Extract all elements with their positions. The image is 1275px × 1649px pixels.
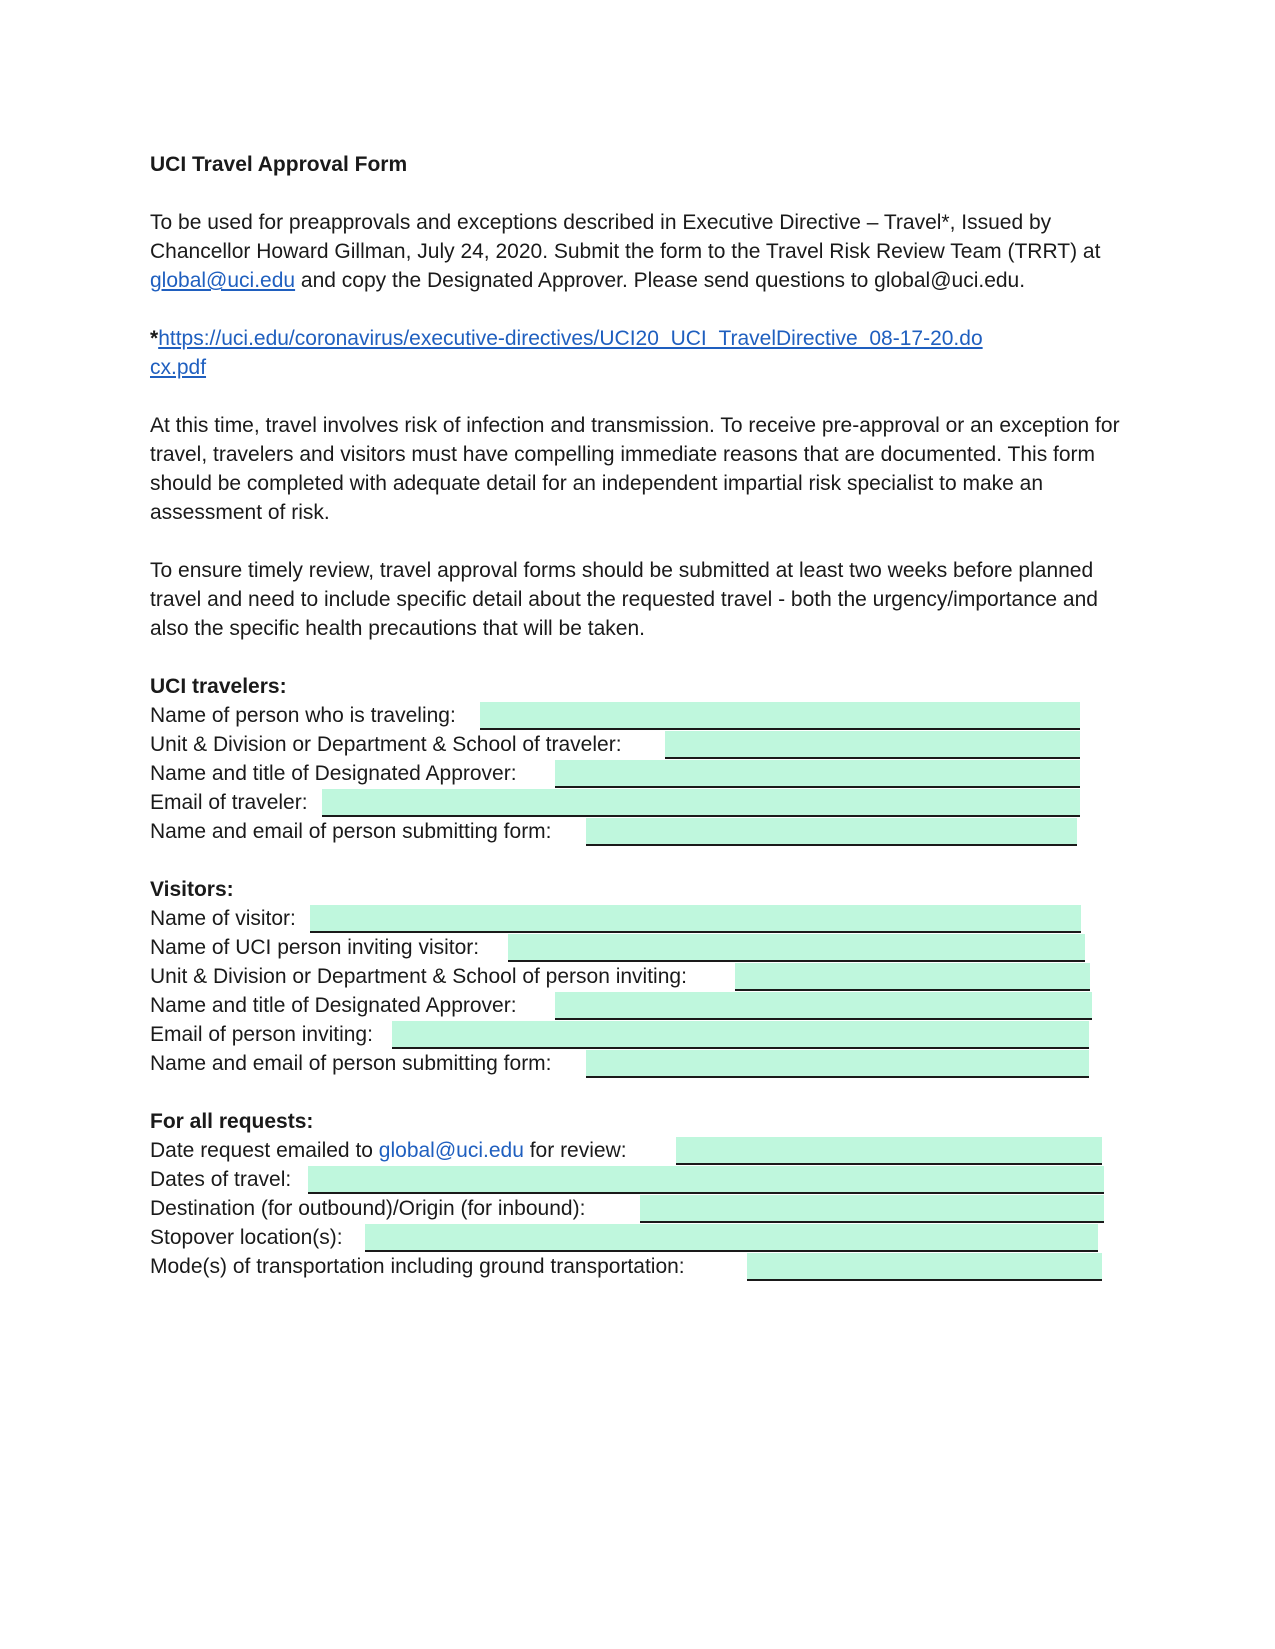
field-row-transport-mode [150,1252,1130,1281]
inviter-name-input[interactable] [508,936,1085,962]
visitor-approver-field[interactable] [555,992,1092,1020]
traveler-name-field[interactable] [480,702,1080,730]
inviter-unit-input[interactable] [735,965,1090,991]
field-label [150,1136,627,1165]
intro-paragraph [150,208,1130,295]
traveler-email-field[interactable] [322,789,1080,817]
transport-mode-input[interactable] [747,1255,1102,1281]
footnote-star: * [150,327,159,350]
field-row-visitor-name [150,904,1130,933]
field-label: Name of person who is traveling: [150,704,456,727]
field-row-inviter-email [150,1020,1130,1049]
submitter-field[interactable] [586,818,1077,846]
visitor-submitter-field[interactable] [586,1050,1089,1078]
field-row-submitter [150,817,1130,846]
date-emailed-field[interactable] [676,1137,1102,1165]
field-label: Name of UCI person inviting visitor: [150,936,480,959]
stopover-field[interactable] [365,1224,1098,1252]
field-label: Stopover location(s): [150,1226,343,1249]
traveler-name-input[interactable] [480,704,1080,730]
field-row-visitor-submitter [150,1049,1130,1078]
date-emailed-input[interactable] [676,1139,1102,1165]
field-label: Name of visitor: [150,907,296,930]
field-row-traveler-email [150,788,1130,817]
visitors-heading: Visitors: [150,878,234,901]
field-label: Name and email of person submitting form: [150,1052,552,1075]
stopover-input[interactable] [365,1226,1098,1252]
footnote-paragraph [150,324,985,382]
inviter-unit-field[interactable] [735,963,1090,991]
timing-paragraph: To ensure timely review, travel approval forms should be submitted at least two weeks before planned travel and need to include specific detail about the requested travel - both the urgency/importance and also the specific health precautions that will be taken. [150,559,1098,640]
traveler-unit-field[interactable] [665,731,1080,759]
field-row-inviter-unit [150,962,1130,991]
field-row-travel-dates [150,1165,1130,1194]
uci-travelers-section [150,672,1130,846]
field-label: Name and title of Designated Approver: [150,762,517,785]
date-emailed-label-after: for review: [523,1139,627,1162]
field-row-stopover [150,1223,1130,1252]
travel-dates-field[interactable] [308,1166,1104,1194]
travel-dates-input[interactable] [308,1168,1104,1194]
directive-link[interactable]: https://uci.edu/coronavirus/executive-directives/UCI20_UCI_TravelDirective_08-17-20.docx.pdf [150,327,983,379]
visitors-section [150,875,1130,1078]
field-row-visitor-approver [150,991,1130,1020]
transport-mode-field[interactable] [747,1253,1102,1281]
visitor-approver-input[interactable] [555,994,1092,1020]
visitor-name-field[interactable] [310,905,1081,933]
risk-paragraph: At this time, travel involves risk of infection and transmission. To receive pre-approval or an exception for travel, travelers and visitors must have compelling immediate reasons that are documented. This form should be completed with adequate detail for an independent impartial risk specialist to make an assessment of risk. [150,414,1120,524]
field-row-traveler-name [150,701,1130,730]
inviter-email-input[interactable] [392,1023,1089,1049]
destination-field[interactable] [640,1195,1104,1223]
intro-text-before: To be used for preapprovals and exceptions described in Executive Directive – Travel*, Issued by Chancellor Howard Gillman, July 24, 2020. Submit the form to the Travel Risk Review Team (TRRT) at [150,211,1101,263]
visitor-name-input[interactable] [310,907,1081,933]
all-requests-heading: For all requests: [150,1110,314,1133]
field-row-traveler-unit [150,730,1130,759]
field-row-designated-approver [150,759,1130,788]
field-label: Email of traveler: [150,791,308,814]
designated-approver-field[interactable] [555,760,1080,788]
field-label: Name and title of Designated Approver: [150,994,517,1017]
traveler-email-input[interactable] [322,791,1080,817]
traveler-unit-input[interactable] [665,733,1080,759]
inviter-name-field[interactable] [508,934,1085,962]
intro-text-after: and copy the Designated Approver. Please send questions to global@uci.edu. [295,269,1026,292]
field-label: Mode(s) of transportation including ground transportation: [150,1255,685,1278]
designated-approver-input[interactable] [555,762,1080,788]
global-email-link[interactable]: global@uci.edu [378,1139,524,1162]
field-label: Destination (for outbound)/Origin (for inbound): [150,1197,586,1220]
field-label: Email of person inviting: [150,1023,373,1046]
uci-travelers-heading: UCI travelers: [150,675,287,698]
visitor-submitter-input[interactable] [586,1052,1089,1078]
form-page [150,150,1130,1281]
field-label: Unit & Division or Department & School of traveler: [150,733,622,756]
email-link[interactable]: global@uci.edu [150,269,296,292]
field-row-destination [150,1194,1130,1223]
submitter-input[interactable] [586,820,1077,846]
field-row-inviter-name [150,933,1130,962]
date-emailed-label-before: Date request emailed to [150,1139,379,1162]
destination-input[interactable] [640,1197,1104,1223]
field-label: Dates of travel: [150,1168,292,1191]
field-row-date-emailed [150,1136,1130,1165]
inviter-email-field[interactable] [392,1021,1089,1049]
form-title: UCI Travel Approval Form [150,153,408,176]
all-requests-section [150,1107,1130,1281]
field-label: Unit & Division or Department & School of person inviting: [150,965,687,988]
field-label: Name and email of person submitting form: [150,820,552,843]
